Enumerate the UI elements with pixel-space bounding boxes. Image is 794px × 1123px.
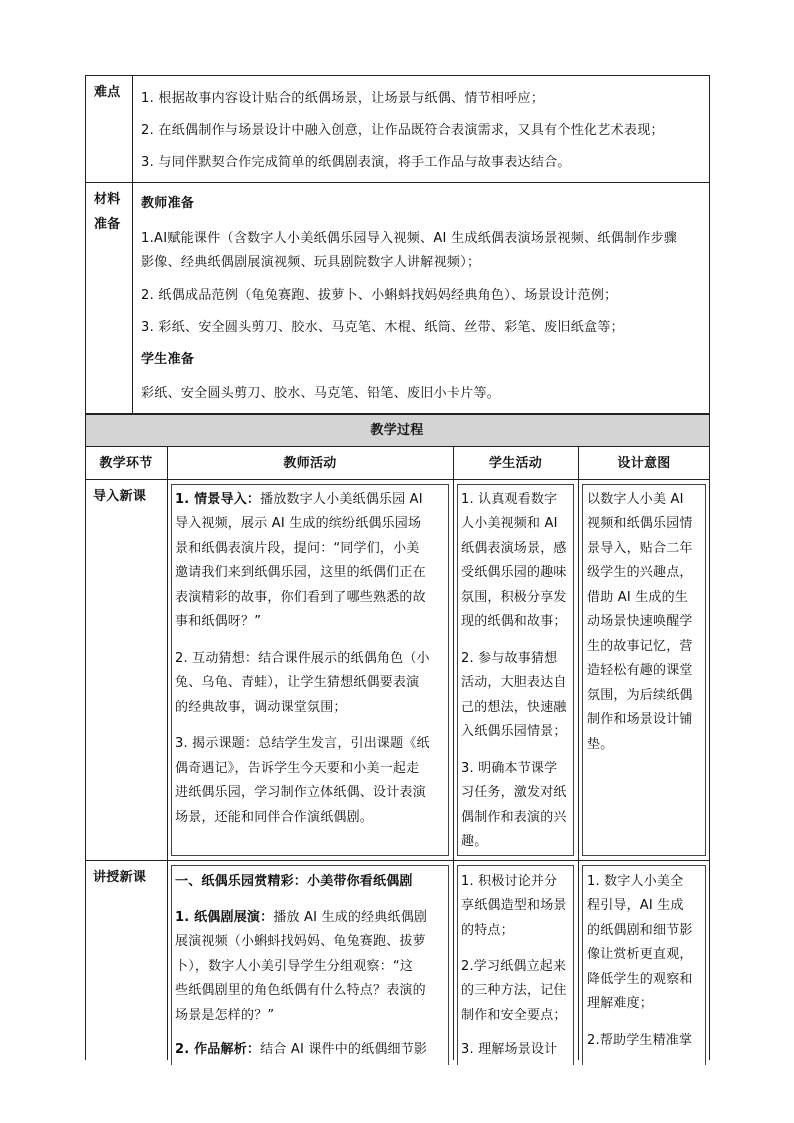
intro-design-line: 视频和纸偶乐园情 bbox=[587, 516, 693, 531]
intro-design-line: 以数字人小美 AI bbox=[587, 492, 684, 507]
col-divider-1 bbox=[167, 447, 168, 1060]
teach-design-line: 像让赏析更直观， bbox=[587, 947, 693, 962]
teacher-prep-line: 影像、经典纸偶剧展演视频、玩具剧院数字人讲解视频）； bbox=[141, 255, 481, 270]
teach-student-line: 的特点； bbox=[461, 923, 514, 938]
row-divider bbox=[85, 860, 710, 861]
teach-design-line: 降低学生的观察和 bbox=[587, 972, 693, 987]
header-stage: 教学环节 bbox=[99, 456, 153, 471]
difficulty-item-2: 2. 在纸偶制作与场景设计中融入创意，让作品既符合表演需求，又具有个性化艺术表现； bbox=[141, 123, 664, 138]
stage-teach-label: 讲授新课 bbox=[93, 870, 147, 885]
header-row-bottom bbox=[85, 479, 710, 480]
teach-design-line: 程引导，AI 生成 bbox=[587, 898, 684, 913]
teach-student-line: 2.学习纸偶立起来 bbox=[461, 959, 567, 974]
intro-student-line: 习任务，激发对纸 bbox=[461, 785, 567, 800]
teach-student-line: 3. 理解场景设计 bbox=[461, 1042, 558, 1057]
teacher-prep-title: 教师准备 bbox=[141, 196, 195, 211]
header-design: 设计意图 bbox=[617, 456, 671, 471]
intro-design-line: 级学生的兴趣点， bbox=[587, 565, 693, 580]
teach-student-line: 制作和安全要点； bbox=[461, 1008, 567, 1023]
intro-teacher-rest: 播放数字人小美纸偶乐园 AI bbox=[260, 492, 423, 507]
student-prep-title: 学生准备 bbox=[141, 352, 195, 367]
teach-design-line: 理解难度； bbox=[587, 996, 654, 1011]
intro-teacher-line: 偶奇遇记》，告诉学生今天要和小美一起走 bbox=[175, 761, 420, 776]
teach-student-line: 1. 积极讨论并分 bbox=[461, 874, 558, 889]
teach-design-line: 1. 数字人小美全 bbox=[587, 874, 684, 889]
intro-student-line: 现的纸偶和故事； bbox=[461, 614, 567, 629]
intro-teacher-line: 邀请我们来到纸偶乐园，这里的纸偶们正在 bbox=[175, 565, 426, 580]
intro-teacher-line: 事和纸偶呀？” bbox=[175, 614, 262, 629]
intro-student-line: 氛围，积极分享发 bbox=[461, 590, 567, 605]
difficulty-item-3: 3. 与同伴默契合作完成简单的纸偶剧表演，将手工作品与故事表达结合。 bbox=[141, 155, 571, 170]
intro-student-line: 入纸偶乐园情景； bbox=[461, 724, 567, 739]
materials-label-2: 准备 bbox=[94, 217, 121, 232]
student-prep-line: 彩纸、安全圆头剪刀、胶水、马克笔、铅笔、废旧小卡片等。 bbox=[141, 386, 501, 401]
intro-teacher-line: 3. 揭示课题：总结学生发言，引出课题《纸 bbox=[175, 736, 430, 751]
intro-teacher-bold: 1. 情景导入： bbox=[175, 492, 261, 507]
col-divider-3 bbox=[578, 447, 579, 1060]
teach-teacher-rest: 结合 AI 课件中的纸偶细节影 bbox=[260, 1042, 428, 1057]
teach-teacher-line: 些纸偶剧里的角色纸偶有什么特点？表演的 bbox=[175, 983, 426, 998]
intro-design-line: 垫。 bbox=[587, 737, 614, 752]
teach-section-title: 一、纸偶乐园赏精彩：小美带你看纸偶剧 bbox=[175, 874, 413, 889]
intro-design-line: 氛围，为后续纸偶 bbox=[587, 688, 693, 703]
teach-teacher-bold: 2. 作品解析： bbox=[175, 1042, 261, 1057]
teach-design-line: 2.帮助学生精准掌 bbox=[587, 1033, 693, 1048]
teach-design-line: 的纸偶剧和细节影 bbox=[587, 923, 693, 938]
top-table-col-divider bbox=[132, 75, 133, 414]
intro-student-line: 1. 认真观看数字 bbox=[461, 492, 558, 507]
intro-design-line: 制作和场景设计铺 bbox=[587, 712, 693, 727]
top-table-row-divider bbox=[85, 182, 710, 183]
intro-design-line: 动场景快速唤醒学 bbox=[587, 614, 693, 629]
header-teacher: 教师活动 bbox=[283, 456, 337, 471]
teach-teacher-rest: 播放 AI 生成的经典纸偶剧 bbox=[273, 910, 428, 925]
intro-teacher-line: 2. 互动猜想：结合课件展示的纸偶角色（小 bbox=[175, 651, 430, 666]
intro-student-line: 人小美视频和 AI bbox=[461, 516, 558, 531]
intro-teacher-line: 景和纸偶表演片段，提问：“同学们，小美 bbox=[175, 541, 420, 556]
intro-design-line: 生的故事记忆，营 bbox=[587, 639, 693, 654]
teach-teacher-line bbox=[175, 906, 427, 931]
teach-teacher-line bbox=[175, 1038, 427, 1063]
intro-design-line: 借助 AI 生成的生 bbox=[587, 590, 688, 605]
intro-student-line: 2. 参与故事猜想 bbox=[461, 651, 558, 666]
teach-teacher-bold: 1. 纸偶剧展演： bbox=[175, 910, 274, 925]
difficulty-item-1: 1. 根据故事内容设计贴合的纸偶场景，让场景与纸偶、情节相呼应； bbox=[141, 91, 545, 106]
intro-student-line: 己的想法，快速融 bbox=[461, 700, 567, 715]
process-title: 教学过程 bbox=[370, 423, 424, 438]
teacher-prep-line: 3. 彩纸、安全圆头剪刀、胶水、马克笔、木棍、纸筒、丝带、彩笔、废旧纸盒等； bbox=[141, 320, 624, 335]
intro-teacher-line: 兔、乌龟、青蛙），让学生猜想纸偶要表演 bbox=[175, 675, 420, 690]
teacher-prep-line: 2. 纸偶成品范例（龟兔赛跑、拔萝卜、小蝌蚪找妈妈经典角色）、场景设计范例； bbox=[141, 288, 618, 303]
intro-student-line: 偶制作和表演的兴 bbox=[461, 810, 567, 825]
intro-teacher-line: 的经典故事，调动课堂氛围； bbox=[175, 700, 347, 715]
intro-student-line: 3. 明确本节课学 bbox=[461, 761, 558, 776]
teach-teacher-line: 场景是怎样的？” bbox=[175, 1008, 275, 1023]
teach-teacher-line: 卜），数字人小美引导学生分组观察：“这 bbox=[175, 959, 414, 974]
teach-student-line: 享纸偶造型和场景 bbox=[461, 898, 567, 913]
difficulty-label: 难点 bbox=[94, 85, 121, 100]
intro-teacher-line: 进纸偶乐园，学习制作立体纸偶、设计表演 bbox=[175, 785, 426, 800]
intro-design-line: 景导入，贴合二年 bbox=[587, 541, 693, 556]
intro-teacher-line: 场景，还能和同伴合作演纸偶剧。 bbox=[175, 810, 374, 825]
teach-teacher-line: 展演视频（小蝌蚪找妈妈、龟兔赛跑、拔萝 bbox=[175, 934, 426, 949]
intro-teacher-line: 导入视频，展示 AI 生成的缤纷纸偶乐园场 bbox=[175, 516, 422, 531]
intro-student-line: 受纸偶乐园的趣味 bbox=[461, 565, 567, 580]
intro-student-line: 趣。 bbox=[461, 834, 488, 849]
materials-label-1: 材料 bbox=[94, 192, 121, 207]
intro-design-line: 造轻松有趣的课堂 bbox=[587, 663, 693, 678]
intro-teacher-line: 表演精彩的故事，你们看到了哪些熟悉的故 bbox=[175, 590, 426, 605]
intro-teacher-line bbox=[175, 488, 423, 513]
teacher-prep-line: 1.AI赋能课件（含数字人小美纸偶乐园导入视频、AI 生成纸偶表演场景视频、纸偶制作步骤 bbox=[141, 231, 678, 246]
intro-student-line: 纸偶表演场景，感 bbox=[461, 541, 567, 556]
teach-student-line: 的三种方法，记住 bbox=[461, 983, 567, 998]
intro-student-line: 活动，大胆表达自 bbox=[461, 675, 567, 690]
stage-intro-label: 导入新课 bbox=[93, 489, 147, 504]
col-divider-2 bbox=[453, 447, 454, 1060]
header-student: 学生活动 bbox=[488, 456, 543, 471]
